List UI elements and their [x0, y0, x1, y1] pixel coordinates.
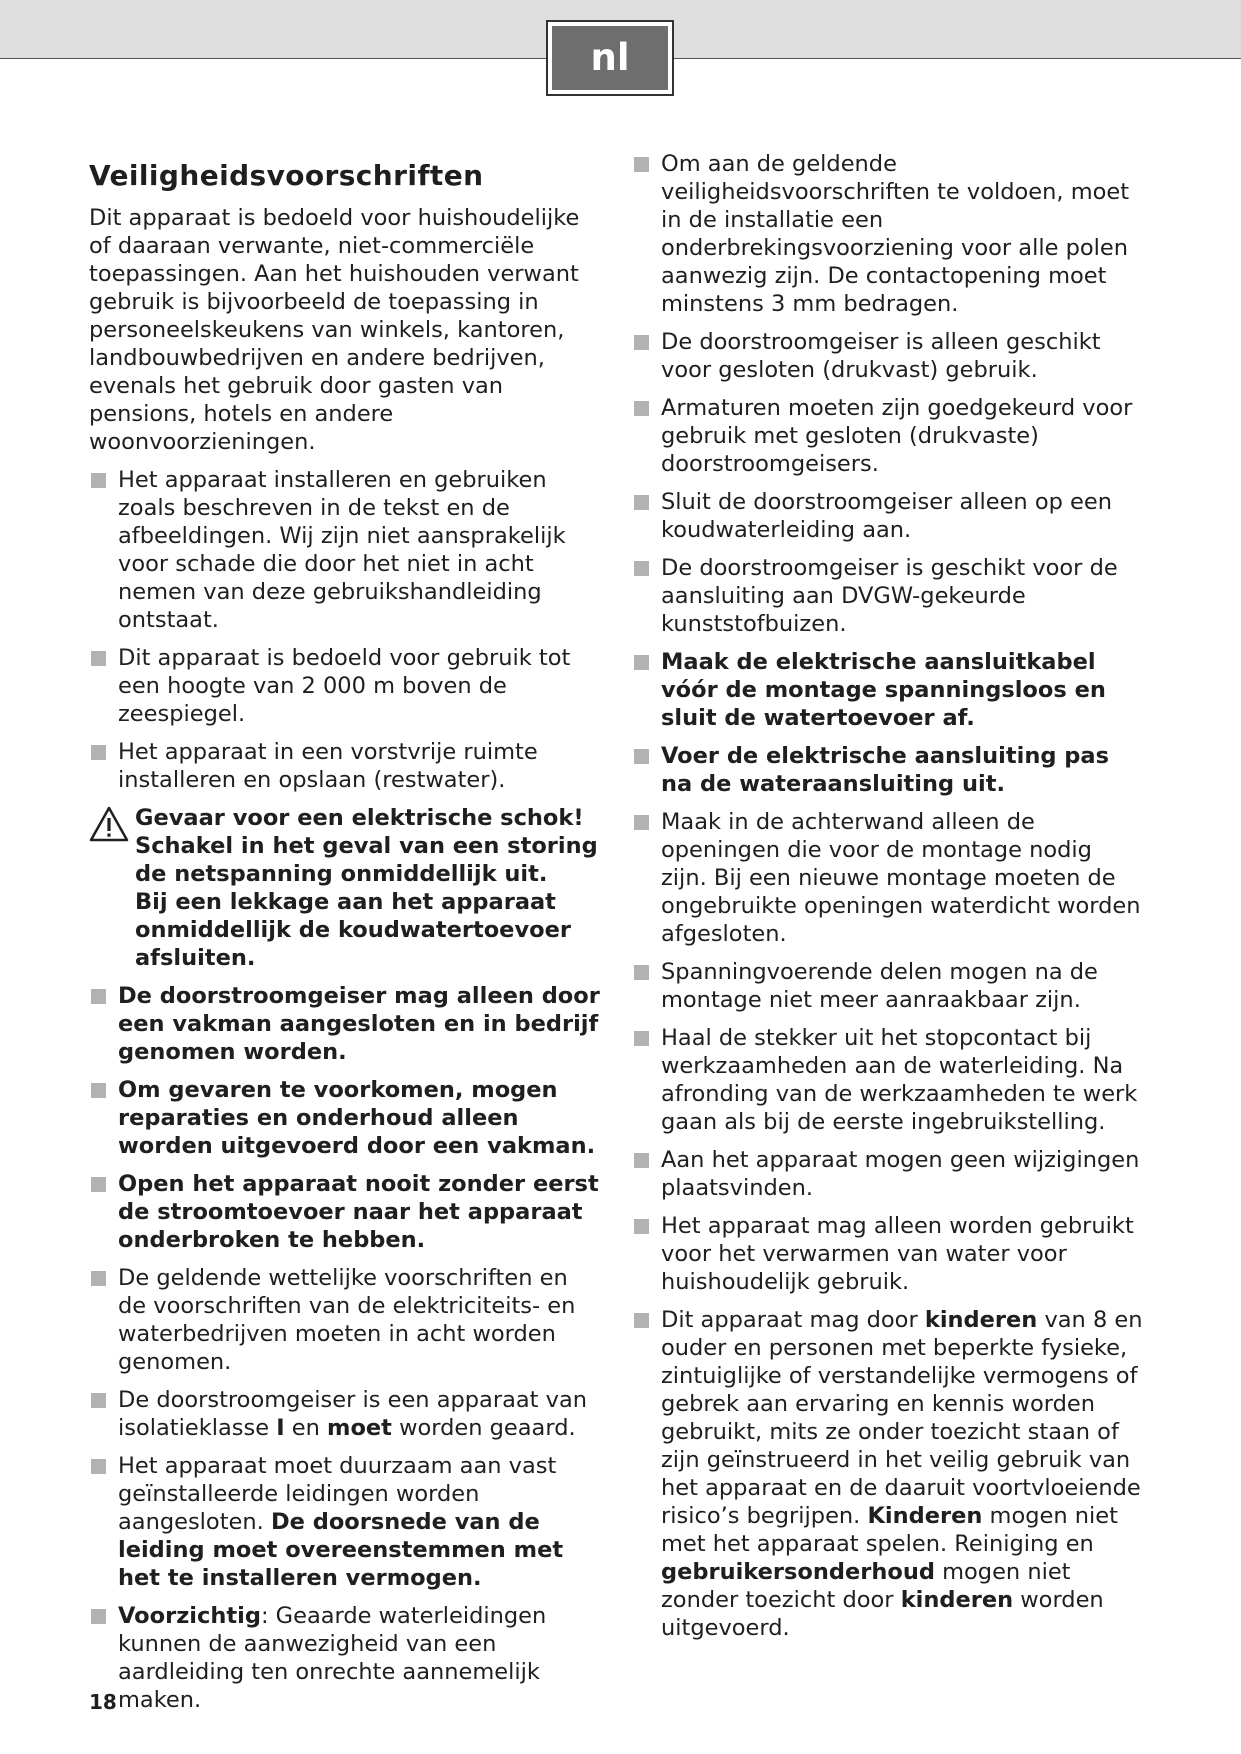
list-item: Spanningvoerende delen mogen na de montage niet meer aanraakbaar zijn. [632, 958, 1144, 1014]
list-item: Het apparaat moet duurzaam aan vast geïnstalleerde leidingen worden aangesloten. De doorsnede van de leiding moet overeenstemmen met het te installeren vermogen. [89, 1452, 601, 1592]
bullet-square-icon [634, 157, 649, 172]
list-item: Maak in de achterwand alleen de openingen die voor de montage nodig zijn. Bij een nieuwe montage moeten de ongebruikte openingen waterdicht worden afgesloten. [632, 808, 1144, 948]
list-item: Sluit de doorstroomgeiser alleen op een koudwaterleiding aan. [632, 488, 1144, 544]
warning-line: Schakel in het geval van een storing de netspanning onmiddellijk uit. [135, 833, 598, 887]
warning-line: Gevaar voor een elektrische schok! [135, 805, 584, 831]
list-item: Open het apparaat nooit zonder eerst de stroomtoevoer naar het apparaat onderbroken te hebben. [89, 1170, 601, 1254]
list-item: De doorstroomgeiser mag alleen door een vakman aangesloten en in bedrijf genomen worden. [89, 982, 601, 1066]
list-item: Dit apparaat mag door kinderen van 8 en ouder en personen met beperkte fysieke, zintuiglijke of verstandelijke vermogens of gebrek aan ervaring en kennis worden gebruikt, mits ze onder toezicht staan of zijn geïnstrueerd in het veilig gebruik van het apparaat en de daaruit voortvloeiende risico’s begrijpen. Kinderen mogen niet met het apparaat spelen. Reiniging en gebruikersonderhoud mogen niet zonder toezicht door kinderen worden uitgevoerd. [632, 1306, 1144, 1642]
list-item: Dit apparaat is bedoeld voor gebruik tot een hoogte van 2 000 m boven de zeespiegel. [89, 644, 601, 728]
language-tab-label: nl [552, 26, 668, 90]
bullet-square-icon [634, 561, 649, 576]
list-item: De geldende wettelijke voorschriften en de voorschriften van de elektriciteits- en waterbedrijven moeten in acht worden genomen. [89, 1264, 601, 1376]
language-tab [546, 20, 674, 96]
list-item: Om gevaren te voorkomen, mogen reparaties en onderhoud alleen worden uitgevoerd door een vakman. [89, 1076, 601, 1160]
bullet-square-icon [634, 495, 649, 510]
list-item: De doorstroomgeiser is geschikt voor de aansluiting aan DVGW-gekeurde kunststofbuizen. [632, 554, 1144, 638]
warning-line: Bij een lekkage aan het apparaat onmiddellijk de koudwatertoevoer afsluiten. [135, 889, 571, 971]
bullet-square-icon [634, 965, 649, 980]
section-title: Veiligheidsvoorschriften [89, 159, 484, 192]
list-item: Voer de elektrische aansluiting pas na de wateraansluiting uit. [632, 742, 1144, 798]
bullet-square-icon [91, 1271, 106, 1286]
list-item: De doorstroomgeiser is een apparaat van isolatieklasse I en moet worden geaard. [89, 1386, 601, 1442]
bullet-square-icon [91, 745, 106, 760]
bullet-square-icon [91, 1177, 106, 1192]
bullet-square-icon [634, 815, 649, 830]
intro-paragraph: Dit apparaat is bedoeld voor huishoudelijke of daaraan verwante, niet-commerciële toepassingen. Aan het huishouden verwant gebruik is bijvoorbeeld de toepassing in personeelskeukens van winkels, kantoren, landbouwbedrijven en andere bedrijven, evenals het gebruik door gasten van pensions, hotels en andere woonvoorzieningen. [89, 205, 580, 455]
bullet-square-icon [634, 335, 649, 350]
bullet-square-icon [634, 749, 649, 764]
list-item: Armaturen moeten zijn goedgekeurd voor gebruik met gesloten (drukvaste) doorstroomgeisers. [632, 394, 1144, 478]
right-column [632, 150, 1144, 1652]
list-item: Het apparaat mag alleen worden gebruikt voor het verwarmen van water voor huishoudelijk gebruik. [632, 1212, 1144, 1296]
list-item: De doorstroomgeiser is alleen geschikt voor gesloten (drukvast) gebruik. [632, 328, 1144, 384]
bullet-square-icon [634, 1153, 649, 1168]
left-column [89, 150, 601, 1724]
list-item: Haal de stekker uit het stopcontact bij werkzaamheden aan de waterleiding. Na afronding van de werkzaamheden te werk gaan als bij de eerste ingebruikstelling. [632, 1024, 1144, 1136]
list-item: Aan het apparaat mogen geen wijzigingen plaatsvinden. [632, 1146, 1144, 1202]
page-number: 18 [89, 1690, 117, 1714]
list-item: Maak de elektrische aansluitkabel vóór de montage spanningsloos en sluit de watertoevoer af. [632, 648, 1144, 732]
bullet-square-icon [91, 1459, 106, 1474]
list-item: Om aan de geldende veiligheidsvoorschriften te voldoen, moet in de installatie een onderbrekingsvoorziening voor alle polen aanwezig zijn. De contactopening moet minstens 3 mm bedragen. [632, 150, 1144, 318]
list-item: Het apparaat installeren en gebruiken zoals beschreven in de tekst en de afbeeldingen. Wij zijn niet aansprakelijk voor schade die door het niet in acht nemen van deze gebruikshandleiding ontstaat. [89, 466, 601, 634]
bullet-square-icon [634, 655, 649, 670]
bullet-square-icon [91, 1609, 106, 1624]
bullet-square-icon [91, 1393, 106, 1408]
bullet-square-icon [91, 989, 106, 1004]
bullet-square-icon [634, 1219, 649, 1234]
warning-triangle-icon [89, 806, 129, 842]
list-item: Het apparaat in een vorstvrije ruimte installeren en opslaan (restwater). [89, 738, 601, 794]
bullet-square-icon [91, 651, 106, 666]
bullet-square-icon [634, 1031, 649, 1046]
bullet-square-icon [634, 401, 649, 416]
bullet-square-icon [91, 1083, 106, 1098]
warning-block [89, 804, 601, 972]
bullet-square-icon [91, 473, 106, 488]
bullet-square-icon [634, 1313, 649, 1328]
list-item: Voorzichtig: Geaarde waterleidingen kunnen de aanwezigheid van een aardleiding ten onrechte aannemelijk maken. [89, 1602, 601, 1714]
